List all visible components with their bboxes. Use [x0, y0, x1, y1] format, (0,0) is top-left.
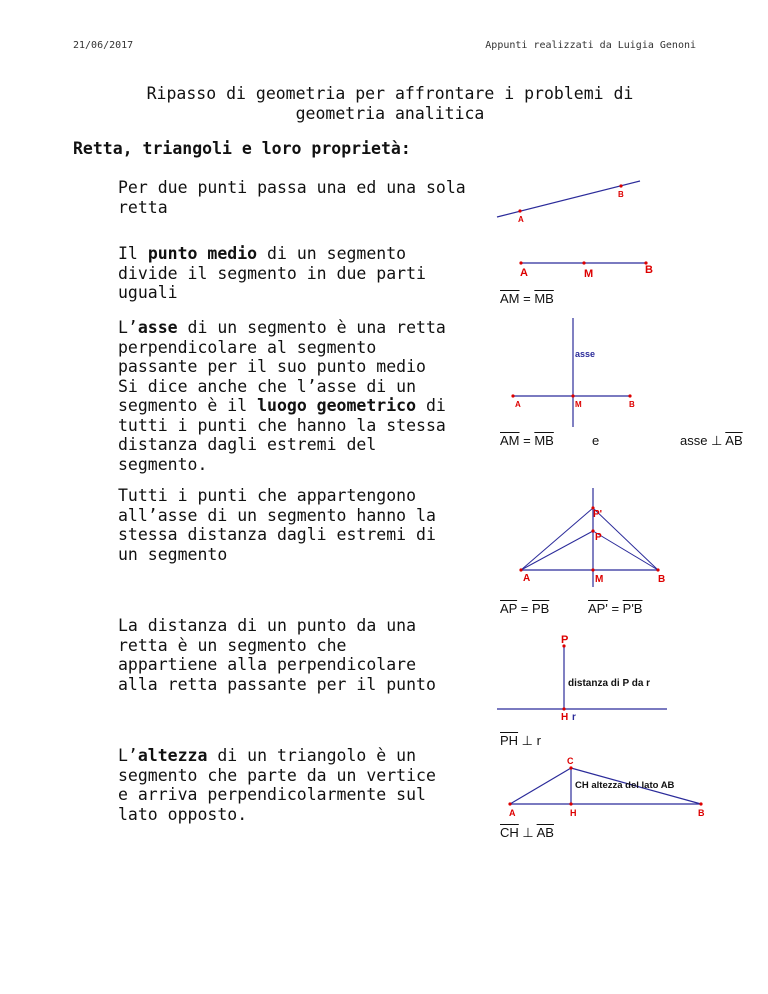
- point-b: [619, 184, 622, 187]
- item-text-line: alla retta passante per il punto: [118, 674, 436, 694]
- text-fragment: segmento è il: [118, 396, 258, 415]
- eq-operator: =: [519, 291, 535, 306]
- item-text-line: e arriva perpendicolarmente sul: [118, 785, 426, 804]
- segment-p2b: [593, 508, 658, 570]
- eq-term: $\overline{AB}$: [536, 825, 554, 840]
- item-text-line: distanza dagli estremi del: [118, 435, 377, 454]
- point-a: [519, 261, 522, 264]
- item-text-line: [118, 396, 483, 416]
- segment-ap: [521, 531, 593, 570]
- label-b: B: [618, 190, 624, 199]
- eq-term: $\overline{CH}$: [500, 825, 519, 840]
- item-text-line: retta: [118, 197, 168, 217]
- point-h: [562, 707, 565, 710]
- item-text-line: [118, 318, 483, 338]
- point-b: [656, 568, 659, 571]
- point-a: [508, 802, 511, 805]
- text-fragment: di un triangolo è un: [207, 746, 417, 765]
- equation-ap2-p2b: [588, 601, 642, 616]
- item-text-line: passante per il suo punto medio: [118, 357, 426, 376]
- item-text-line: all’asse di un segmento hanno la: [118, 505, 436, 525]
- item-text-line: Si dice anche che l’asse di un: [118, 376, 417, 396]
- bullet-icon: [98, 488, 108, 500]
- point-a: [518, 209, 521, 212]
- item-text-line: un segmento: [118, 544, 228, 564]
- figure-midpoint: [515, 255, 660, 285]
- text-fragment: di un segmento è una retta: [177, 318, 446, 337]
- label-h: H: [561, 712, 569, 723]
- item-text-line: retta è un segmento che: [118, 635, 347, 655]
- label-a: A: [520, 267, 528, 279]
- label-distance: distanza di P da r: [568, 678, 651, 689]
- item-text-line: appartiene alla perpendicolare: [118, 655, 417, 674]
- bullet-icon: [98, 320, 108, 332]
- label-altitude: CH altezza del lato AB: [575, 780, 675, 791]
- eq-term: $\overline{AM}$: [500, 433, 520, 448]
- label-b: B: [629, 400, 635, 409]
- item-text-line: tutti i punti che hanno la stessa: [118, 415, 446, 435]
- equation-ch-perp-ab: [500, 825, 554, 841]
- item-text-line: Tutti i punti che appartengono: [118, 486, 417, 505]
- eq-term: $\overline{PH}$: [500, 733, 519, 748]
- eq-term: ⊥ r: [518, 733, 541, 748]
- text-fragment: L’: [118, 746, 138, 765]
- segment-ap2: [521, 508, 593, 570]
- equation-ap-pb: [500, 601, 549, 616]
- item-text-line: [118, 746, 483, 766]
- point-b: [699, 802, 702, 805]
- title-line-1: Ripasso di geometria per affrontare i problemi di: [146, 84, 634, 103]
- bullet-icon: [98, 748, 108, 760]
- figure-line-two-points: [490, 175, 645, 225]
- text-fragment: di: [416, 396, 446, 415]
- point-m: [571, 394, 574, 397]
- point-b: [628, 394, 631, 397]
- eq-term: $\overline{MB}$: [534, 433, 554, 448]
- eq-term: P'B: [622, 601, 643, 616]
- eq-term: $\overline{MB}$: [534, 291, 554, 306]
- item-text-line: divide il segmento in due parti: [118, 263, 426, 283]
- label-m: M: [595, 574, 604, 585]
- equation-am-mb: [500, 433, 554, 448]
- item-text-line: La distanza di un punto da una: [118, 616, 417, 635]
- label-m: M: [584, 268, 594, 280]
- label-h: H: [570, 808, 577, 818]
- eq-operator: =: [607, 601, 623, 616]
- list-item: [98, 486, 483, 564]
- eq-operator: =: [519, 433, 535, 448]
- label-b: B: [658, 574, 666, 585]
- label-a: A: [523, 573, 531, 584]
- eq-term: AP': [588, 601, 608, 616]
- item-text-line: lato opposto.: [118, 804, 248, 824]
- segment-pb: [593, 531, 658, 570]
- list-item: [98, 318, 483, 474]
- label-p: P: [595, 532, 602, 543]
- bold-term: altezza: [137, 746, 208, 765]
- eq-term: $\overline{AM}$: [500, 291, 520, 306]
- section-heading: Retta, triangoli e loro proprietà:: [73, 139, 411, 158]
- side-ac: [510, 768, 571, 804]
- bold-term: luogo geometrico: [257, 396, 417, 415]
- item-text-line: uguali: [118, 283, 178, 302]
- equation-axis-perp-ab: [680, 433, 743, 449]
- item-text-line: stessa distanza dagli estremi di: [118, 525, 436, 544]
- label-a: A: [515, 400, 521, 409]
- line-ab: [497, 181, 640, 217]
- header-date: 21/06/2017: [73, 40, 134, 51]
- point-a: [511, 394, 514, 397]
- point-c: [569, 766, 572, 769]
- label-r: r: [572, 712, 576, 723]
- equation-ph-perp-r: [500, 733, 541, 749]
- list-item: [98, 616, 483, 694]
- text-fragment: Il: [118, 244, 148, 263]
- figure-altitude: [500, 755, 715, 820]
- point-m: [591, 568, 594, 571]
- text-fragment: di un segmento: [257, 244, 407, 263]
- bullet-icon: [98, 618, 108, 630]
- list-item: [98, 746, 483, 824]
- figure-axis: [505, 315, 645, 430]
- eq-operator: ⊥: [518, 825, 537, 840]
- page-title: [100, 84, 680, 124]
- bold-term: punto medio: [147, 244, 258, 263]
- figure-distance: [495, 632, 670, 724]
- label-a: A: [518, 215, 524, 224]
- list-item: [98, 244, 483, 303]
- point-m: [582, 261, 585, 264]
- eq-term: $\overline{AB}$: [725, 433, 743, 448]
- header-author: Appunti realizzati da Luigia Genoni: [485, 40, 696, 51]
- eq-term: asse ⊥: [680, 433, 726, 448]
- label-b: B: [645, 264, 653, 276]
- item-text-line: perpendicolare al segmento: [118, 337, 377, 357]
- bullet-icon: [98, 180, 108, 192]
- eq-term: $\overline{AP}$: [500, 601, 518, 616]
- label-asse: asse: [575, 349, 596, 359]
- point-a: [519, 568, 522, 571]
- point-h: [569, 802, 572, 805]
- label-p: P: [561, 634, 569, 646]
- eq-operator: =: [517, 601, 532, 616]
- label-b: B: [698, 808, 705, 818]
- bold-term: asse: [137, 318, 178, 337]
- item-text-line: [118, 244, 483, 264]
- figure-equidistant: [505, 485, 675, 590]
- bullet-icon: [98, 246, 108, 258]
- label-p2: P': [593, 509, 603, 520]
- item-text-line: segmento che parte da un vertice: [118, 765, 436, 785]
- equation-am-mb: [500, 291, 554, 306]
- item-text-line: Per due punti passa una ed una sola: [118, 178, 466, 197]
- label-m: M: [575, 400, 582, 409]
- label-c: C: [567, 756, 574, 766]
- label-a: A: [509, 808, 516, 818]
- item-text-line: segmento.: [118, 454, 208, 474]
- conjunction-e: e: [592, 433, 600, 448]
- text-fragment: L’: [118, 318, 138, 337]
- title-line-2: geometria analitica: [295, 104, 485, 123]
- list-item: [98, 178, 483, 217]
- eq-term: $\overline{PB}$: [531, 601, 550, 616]
